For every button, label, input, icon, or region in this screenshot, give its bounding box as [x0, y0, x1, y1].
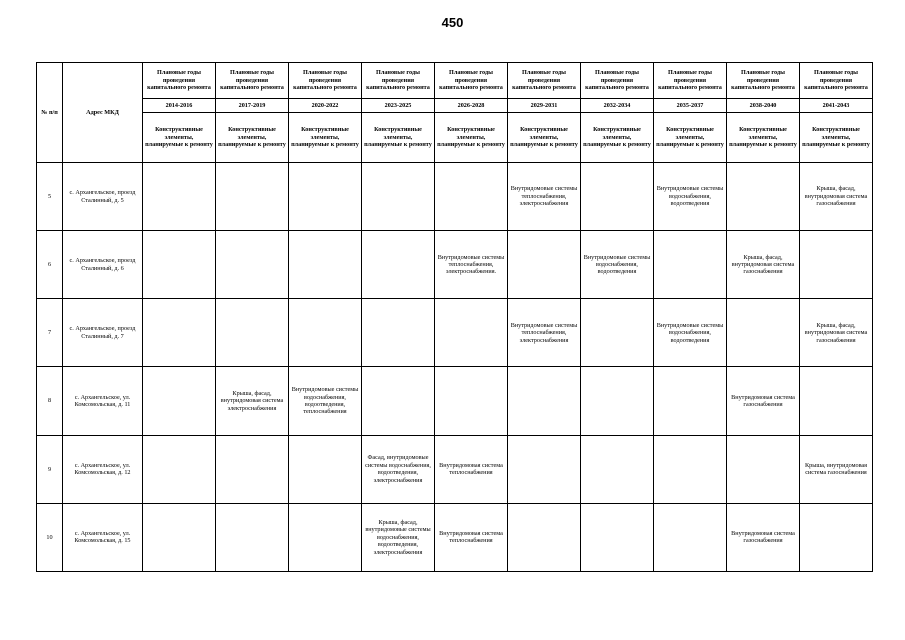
- capital-repair-table: [36, 62, 873, 572]
- repair-cell: [654, 435, 727, 503]
- header-period: 2023-2025: [362, 99, 435, 113]
- header-planned-years: Плановые годы проведения капитального ремонта: [435, 63, 508, 99]
- table-row: [37, 367, 873, 435]
- repair-cell: [362, 231, 435, 299]
- repair-cell: [727, 299, 800, 367]
- repair-cell: Внутридомовые системы теплоснабжения, электроснабжения: [508, 299, 581, 367]
- repair-cell: Внутридомовые системы теплоснабжения, электроснабжения.: [435, 231, 508, 299]
- header-structural-elements: Конструктивные элементы, планируемые к ремонту: [143, 113, 216, 163]
- header-structural-elements: Конструктивные элементы, планируемые к ремонту: [800, 113, 873, 163]
- header-period: 2035-2037: [654, 99, 727, 113]
- repair-cell: [143, 503, 216, 571]
- repair-cell: Внутридомовая система газоснабжения: [727, 503, 800, 571]
- table-row: [37, 435, 873, 503]
- header-planned-years: Плановые годы проведения капитального ремонта: [216, 63, 289, 99]
- repair-cell: Крыша, фасад, внутридомовые системы водоснабжения, водоотведения, электроснабжения: [362, 503, 435, 571]
- row-address: с. Архангельское, проезд Сталинный, д. 5: [63, 163, 143, 231]
- header-planned-years: Плановые годы проведения капитального ремонта: [143, 63, 216, 99]
- repair-cell: Внутридомовая система теплоснабжения: [435, 503, 508, 571]
- header-structural-elements: Конструктивные элементы, планируемые к ремонту: [216, 113, 289, 163]
- header-period: 2032-2034: [581, 99, 654, 113]
- header-planned-years: Плановые годы проведения капитального ремонта: [654, 63, 727, 99]
- repair-cell: [654, 367, 727, 435]
- header-structural-elements: Конструктивные элементы, планируемые к ремонту: [727, 113, 800, 163]
- repair-cell: Крыша, фасад, внутридомовая система газоснабжения: [727, 231, 800, 299]
- header-period: 2026-2028: [435, 99, 508, 113]
- row-address: с. Архангельское, ул. Комсомольская, д. 11: [63, 367, 143, 435]
- repair-cell: [727, 163, 800, 231]
- row-number: 8: [37, 367, 63, 435]
- repair-cell: Крыша, фасад, внутридомовая система электроснабжения: [216, 367, 289, 435]
- repair-cell: Внутридомовые системы водоснабжения, водоотведения, теплоснабжения: [289, 367, 362, 435]
- table-row: [37, 299, 873, 367]
- header-period: 2041-2043: [800, 99, 873, 113]
- header-structural-elements: Конструктивные элементы, планируемые к ремонту: [654, 113, 727, 163]
- repair-cell: [508, 435, 581, 503]
- header-row-structural-elements: [37, 113, 873, 163]
- header-planned-years: Плановые годы проведения капитального ремонта: [289, 63, 362, 99]
- repair-cell: [289, 435, 362, 503]
- header-row-periods: [37, 99, 873, 113]
- page-number: 450: [441, 15, 464, 30]
- repair-cell: [581, 435, 654, 503]
- repair-cell: [654, 231, 727, 299]
- header-planned-years: Плановые годы проведения капитального ремонта: [800, 63, 873, 99]
- repair-cell: [143, 367, 216, 435]
- repair-cell: [435, 163, 508, 231]
- repair-cell: [362, 163, 435, 231]
- repair-cell: [727, 435, 800, 503]
- repair-cell: [581, 503, 654, 571]
- repair-cell: Внутридомовые системы водоснабжения, водоотведения: [654, 163, 727, 231]
- header-period: 2020-2022: [289, 99, 362, 113]
- repair-cell: [289, 163, 362, 231]
- repair-cell: [216, 163, 289, 231]
- header-structural-elements: Конструктивные элементы, планируемые к ремонту: [508, 113, 581, 163]
- row-number: 9: [37, 435, 63, 503]
- repair-cell: Внутридомовые системы водоснабжения, водоотведения: [654, 299, 727, 367]
- header-structural-elements: Конструктивные элементы, планируемые к ремонту: [435, 113, 508, 163]
- repair-cell: [143, 231, 216, 299]
- repair-cell: Внутридомовая система теплоснабжения: [435, 435, 508, 503]
- repair-cell: Внутридомовая система газоснабжения: [727, 367, 800, 435]
- repair-cell: [800, 503, 873, 571]
- repair-cell: [508, 231, 581, 299]
- table-row: [37, 503, 873, 571]
- header-period: 2014-2016: [143, 99, 216, 113]
- repair-cell: [289, 231, 362, 299]
- header-planned-years: Плановые годы проведения капитального ремонта: [508, 63, 581, 99]
- row-address: с. Архангельское, проезд Сталинный, д. 7: [63, 299, 143, 367]
- repair-cell: [581, 299, 654, 367]
- repair-cell: Крыша, фасад, внутридомовая система газоснабжения: [800, 299, 873, 367]
- header-structural-elements: Конструктивные элементы, планируемые к ремонту: [289, 113, 362, 163]
- repair-cell: [216, 435, 289, 503]
- table-row: [37, 163, 873, 231]
- repair-cell: [143, 163, 216, 231]
- header-structural-elements: Конструктивные элементы, планируемые к ремонту: [362, 113, 435, 163]
- repair-cell: [362, 299, 435, 367]
- repair-cell: [508, 367, 581, 435]
- repair-cell: Фасад, внутридомовые системы водоснабжения, водоотведения, электроснабжения: [362, 435, 435, 503]
- repair-cell: [289, 503, 362, 571]
- header-address: Адрес МКД: [63, 63, 143, 163]
- repair-cell: [581, 163, 654, 231]
- header-planned-years: Плановые годы проведения капитального ремонта: [362, 63, 435, 99]
- repair-cell: [508, 503, 581, 571]
- repair-cell: [435, 299, 508, 367]
- repair-cell: [435, 367, 508, 435]
- repair-cell: [362, 367, 435, 435]
- repair-cell: [800, 231, 873, 299]
- repair-cell: [581, 367, 654, 435]
- repair-cell: [216, 503, 289, 571]
- header-period: 2038-2040: [727, 99, 800, 113]
- header-structural-elements: Конструктивные элементы, планируемые к ремонту: [581, 113, 654, 163]
- header-num: № п/п: [37, 63, 63, 163]
- header-planned-years: Плановые годы проведения капитального ремонта: [727, 63, 800, 99]
- row-number: 5: [37, 163, 63, 231]
- repair-cell: [800, 367, 873, 435]
- repair-cell: [143, 299, 216, 367]
- row-address: с. Архангельское, ул. Комсомольская, д. 15: [63, 503, 143, 571]
- repair-cell: [143, 435, 216, 503]
- header-period: 2029-2031: [508, 99, 581, 113]
- row-number: 6: [37, 231, 63, 299]
- header-period: 2017-2019: [216, 99, 289, 113]
- row-number: 7: [37, 299, 63, 367]
- repair-cell: Крыша, фасад, внутридомовая система газоснабжения: [800, 163, 873, 231]
- row-number: 10: [37, 503, 63, 571]
- repair-cell: [216, 231, 289, 299]
- repair-cell: [216, 299, 289, 367]
- header-planned-years: Плановые годы проведения капитального ремонта: [581, 63, 654, 99]
- row-address: с. Архангельское, ул. Комсомольская, д. 12: [63, 435, 143, 503]
- repair-cell: [289, 299, 362, 367]
- repair-cell: Внутридомовые системы теплоснабжения, электроснабжения: [508, 163, 581, 231]
- repair-cell: Крыша, внутридомовая система газоснабжения: [800, 435, 873, 503]
- table-row: [37, 231, 873, 299]
- row-address: с. Архангельское, проезд Сталинный, д. 6: [63, 231, 143, 299]
- repair-cell: [654, 503, 727, 571]
- repair-cell: Внутридомовые системы водоснабжения, водоотведения: [581, 231, 654, 299]
- header-row-planned-years: [37, 63, 873, 99]
